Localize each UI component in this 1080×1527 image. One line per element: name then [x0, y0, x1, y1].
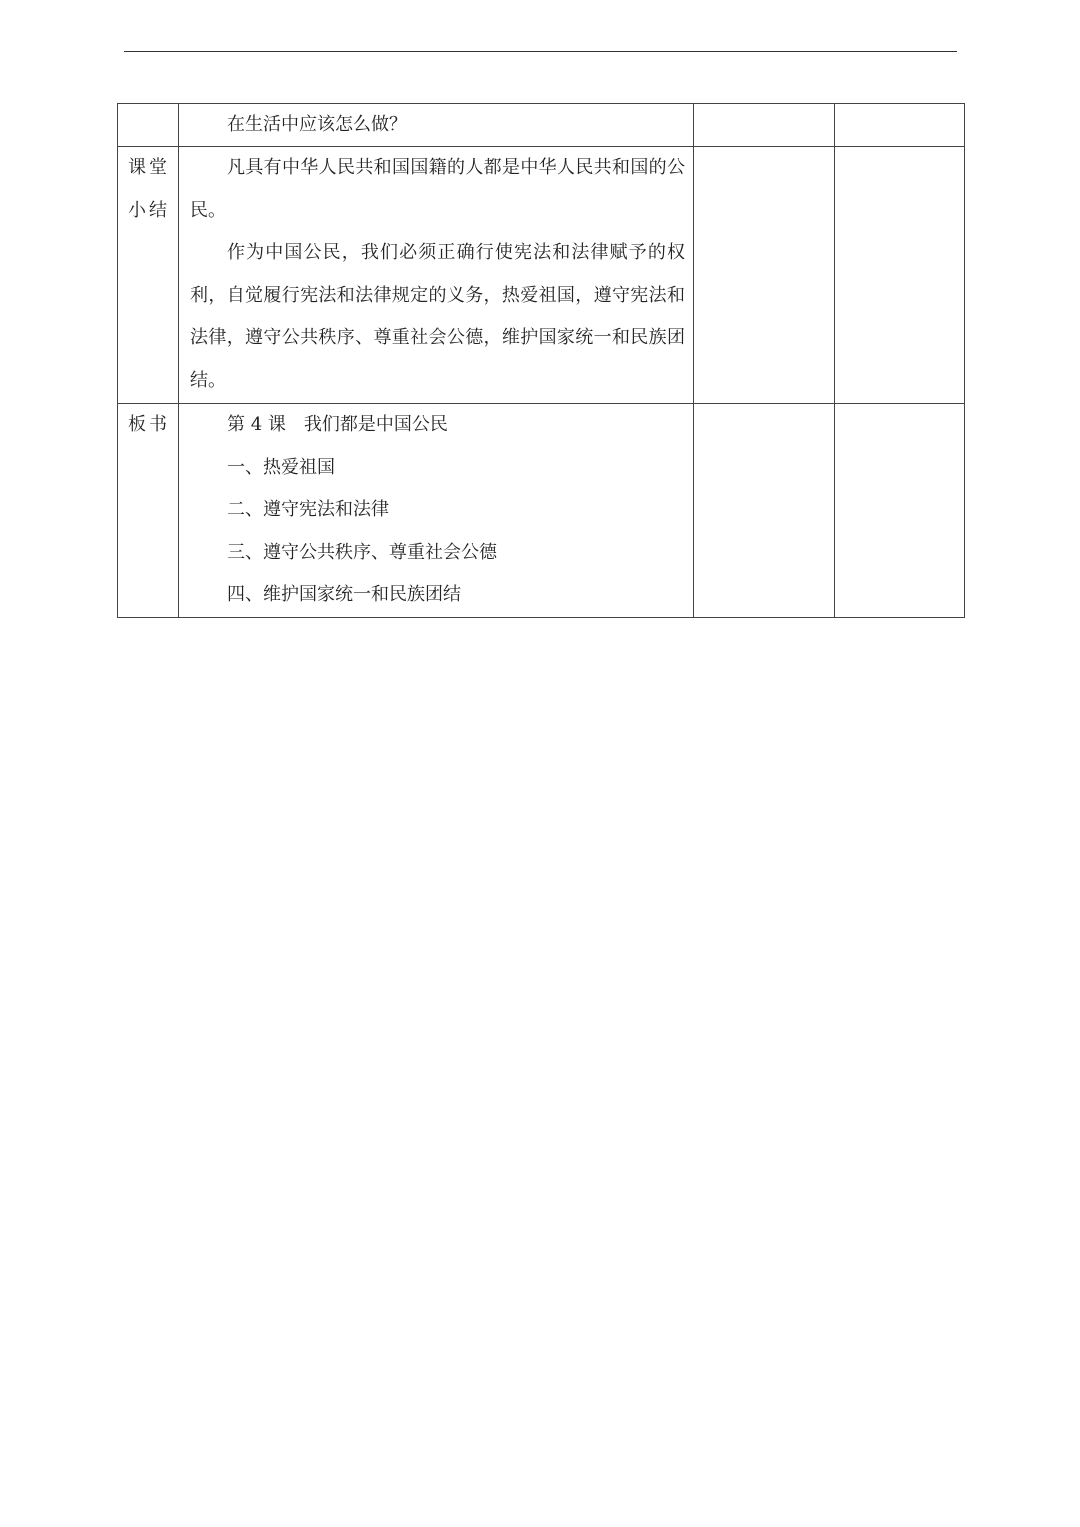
- board-line: 四、维护国家统一和民族团结: [227, 584, 461, 605]
- summary-paragraph: 作为中国公民，我们必须正确行使宪法和法律赋予的权利，自觉履行宪法和法律规定的义务，热爱祖国，遵守宪法和法律，遵守公共秩序、尊重社会公德，维护国家统一和民族团结。: [190, 242, 685, 391]
- summary-paragraph: 凡具有中华人民共和国国籍的人都是中华人民共和国的公民。: [190, 157, 685, 221]
- row-label-cell: [118, 147, 179, 404]
- board-line: 三、遵守公共秩序、尊重社会公德: [227, 541, 497, 563]
- label-line: 小结: [128, 199, 170, 221]
- table-row: [118, 147, 965, 404]
- label-line: 课堂: [128, 157, 170, 178]
- row-label-cell: [118, 104, 179, 147]
- row-content-cell: [179, 104, 694, 147]
- board-line-title: 第 4 课 我们都是中国公民: [227, 414, 448, 435]
- board-line: 二、遵守宪法和法律: [227, 499, 389, 520]
- row-content-cell: [179, 147, 694, 404]
- lesson-plan-table: [117, 103, 965, 618]
- empty-cell: [694, 147, 835, 404]
- empty-cell: [835, 104, 965, 147]
- row-label-cell: [118, 404, 179, 618]
- empty-cell: [694, 404, 835, 618]
- row-content-cell: [179, 404, 694, 618]
- table-row: [118, 404, 965, 618]
- label-line: 板书: [128, 414, 170, 435]
- header-rule: [124, 51, 957, 52]
- board-line: 一、热爱祖国: [227, 456, 335, 478]
- question-text: 在生活中应该怎么做？: [227, 114, 407, 135]
- empty-cell: [835, 147, 965, 404]
- empty-cell: [694, 104, 835, 147]
- table-row: [118, 104, 965, 147]
- empty-cell: [835, 404, 965, 618]
